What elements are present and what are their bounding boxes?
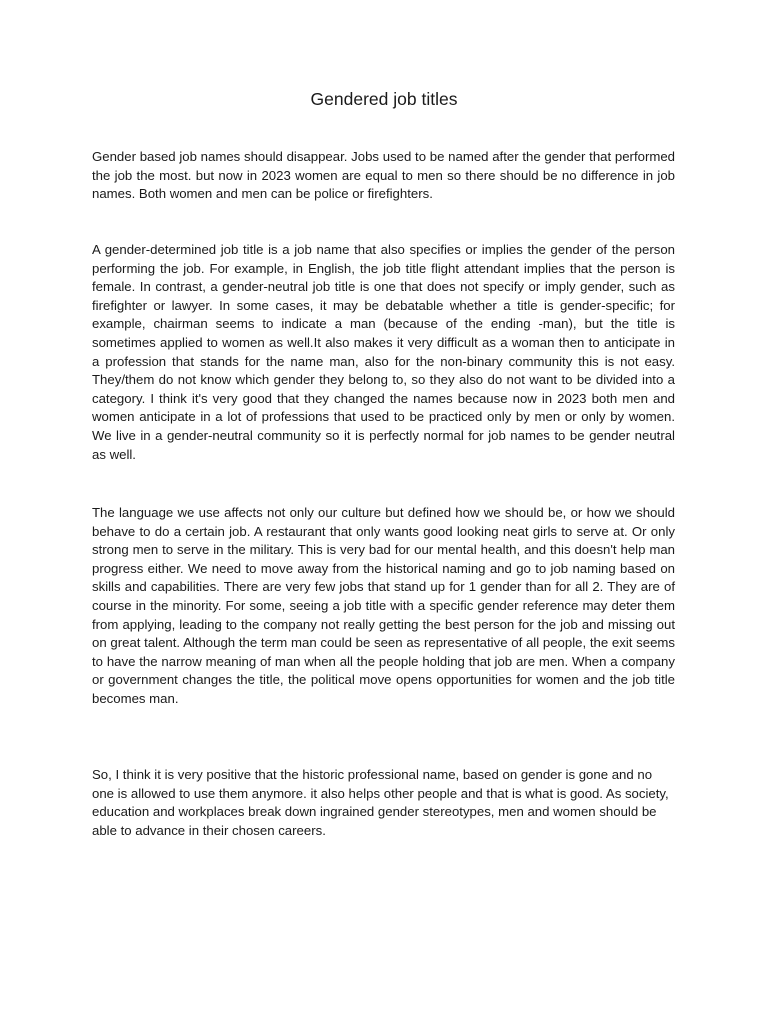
paragraph-3: The language we use affects not only our culture but defined how we should be, or how we should behave to do a certain job. A restaurant that only wants good looking neat girls to serve at. Or only strong men to serve in the military. This is very bad for our mental health, and this doesn't help man progress either. We need to move away from the historical naming and go to job naming based on skills and capabilities. There are very few jobs that stand up for 1 gender than for all 2. They are of course in the minority. For some, seeing a job title with a specific gender reference may deter them from applying, leading to the company not really getting the best person for the job and missing out on great talent. Although the term man could be seen as representative of all people, the exit seems to have the narrow meaning of man when all the people holding that job are men. When a company or government changes the title, the political move opens opportunities for women and the job title becomes man. — [92, 505, 675, 706]
paragraph-1: Gender based job names should disappear. Jobs used to be named after the gender that performed the job the most. but now in 2023 women are equal to men so there should be no difference in job names. Both women and men can be police or firefighters. — [92, 149, 675, 202]
document-title: Gendered job titles — [310, 89, 458, 109]
paragraph-4: So, I think it is very positive that the historic professional name, based on gender is gone and no one is allowed to use them anymore. it also helps other people and that is what is good. As society, education and workplaces break down ingrained gender stereotypes, men and women should be able to advance in their chosen careers. — [92, 767, 669, 838]
paragraph-2: A gender-determined job title is a job name that also specifies or implies the gender of the person performing the job. For example, in English, the job title flight attendant implies that the person is female. In contrast, a gender-neutral job title is one that does not specify or imply gender, such as firefighter or lawyer. In some cases, it may be debatable whether a title is gender-specific; for example, chairman seems to indicate a man (because of the ending -man), but the title is sometimes applied to women as well.It also makes it very difficult as a woman then to anticipate in a profession that stands for the name man, also for the non-binary community this is not easy. They/them do not know which gender they belong to, so they also do not want to be divided into a category. I think it's very good that they changed the names because now in 2023 both men and women anticipate in a lot of professions that used to be practiced only by men or only by women. We live in a gender-neutral community so it is perfectly normal for job names to be gender neutral as well. — [92, 242, 675, 462]
